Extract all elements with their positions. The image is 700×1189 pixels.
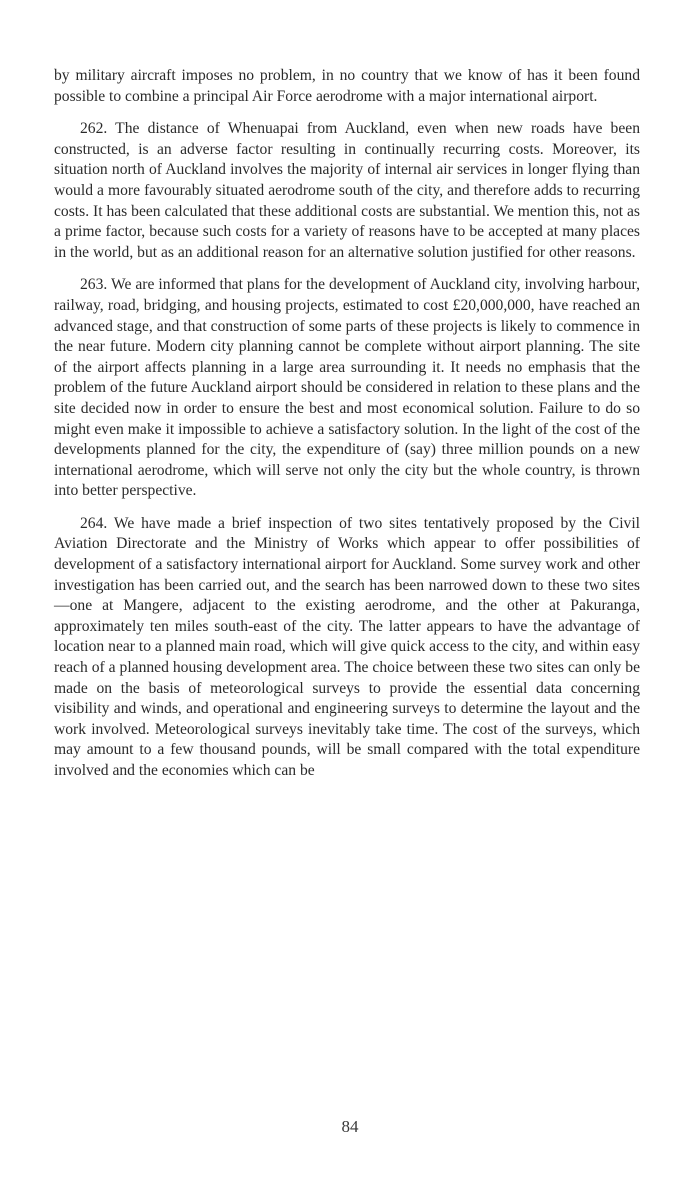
page-number: 84 [341, 1117, 359, 1136]
paragraph-263: 263. We are informed that plans for the development of Auckland city, involving harbour, railway, road, bridging, and housing projects, estimated to cost £20,000,000, have reached an advanced stage, and that construction of some parts of these projects is likely to commence in the near future. Modern city planning cannot be complete without airport planning. The site of the airport affects planning in a large area surrounding it. It needs no emphasis that the problem of the future Auckland airport should be considered in relation to these plans and the site decided now in order to ensure the best and most economical solution. Failure to do so might even make it impossible to achieve a satisfactory solution. In the light of the cost of the developments planned for the city, the expenditure of (say) three million pounds on a new international aerodrome, which will serve not only the city but the whole country, is thrown into better perspective. [54, 276, 640, 500]
paragraph-264: 264. We have made a brief inspection of two sites tentatively proposed by the Civil Aviation Directorate and the Ministry of Works which appear to offer possibilities of development of a satisfactory international airport for Auckland. Some survey work and other investigation has been carried out, and the search has been narrowed down to these two sites—one at Mangere, adjacent to the existing aerodrome, and the other at Pakuranga, approximately ten miles south-east of the city. The latter appears to have the advantage of location near to a planned main road, which will give quick access to the city, and within easy reach of a planned housing development area. The choice between these two sites can only be made on the basis of meteorological surveys to provide the essential data concerning visibility and winds, and operational and engineering surveys to determine the layout and the work involved. Meteorological surveys inevitably take time. The cost of the surveys, which may amount to a few thousand pounds, will be small compared with the total expenditure involved and the economies which can be [54, 514, 640, 779]
document-page [54, 66, 640, 782]
paragraph-262: 262. The distance of Whenuapai from Auckland, even when new roads have been constructed, is an adverse factor resulting in continually recurring costs. Moreover, its situation north of Auckland involves the majority of internal air services in longer flying than would a more favourably situated aerodrome south of the city, and therefore adds to recurring costs. It has been calculated that these additional costs are substantial. We mention this, not as a prime factor, because such costs for a variety of reasons have to be accepted at many places in the world, but as an additional reason for an alternative solution justified for other reasons. [54, 120, 640, 261]
paragraph-continuation: by military aircraft imposes no problem, in no country that we know of has it been found possible to combine a principal Air Force aerodrome with a major international airport. [54, 67, 640, 105]
